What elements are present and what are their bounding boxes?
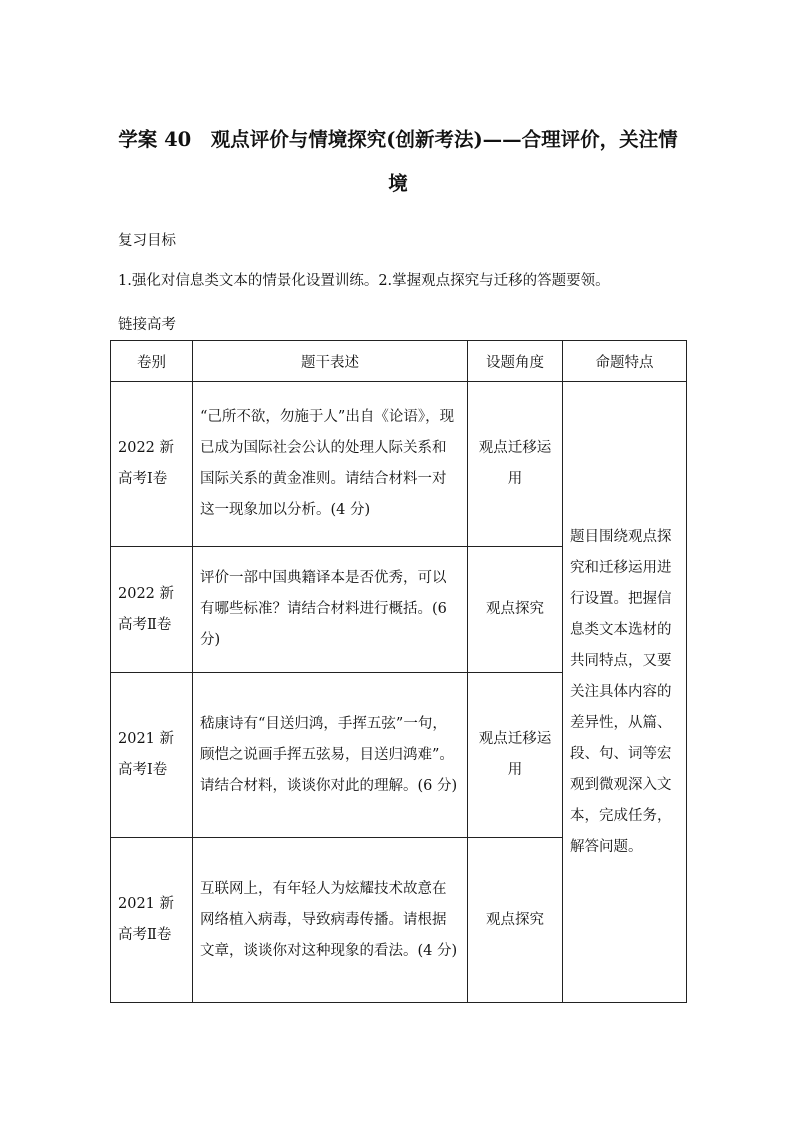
question-cell: 互联网上，有年轻人为炫耀技术故意在网络植入病毒，导致病毒传播。请根据文章，谈谈你对这种现象的看法。(4 分) [193, 838, 468, 1003]
review-goals-text: 1.强化对信息类文本的情景化设置训练。2.掌握观点探究与迁移的答题要领。 [118, 273, 610, 289]
angle-cell: 观点迁移运用 [468, 673, 563, 838]
angle-cell: 观点探究 [468, 547, 563, 673]
feature-cell: 题目围绕观点探究和迁移运用进行设置。把握信息类文本选材的共同特点，又要关注具体内容的差异性，从篇、段、句、词等宏观到微观深入文本，完成任务，解答问题。 [563, 382, 687, 1003]
angle-cell: 观点探究 [468, 838, 563, 1003]
column-header-paper: 卷别 [111, 341, 193, 382]
paper-cell: 2022 新高考Ⅱ卷 [111, 547, 193, 673]
column-header-feature: 命题特点 [563, 341, 687, 382]
exam-link-heading: 链接高考 [118, 317, 176, 333]
column-header-question: 题干表述 [193, 341, 468, 382]
paper-cell: 2021 新高考Ⅱ卷 [111, 838, 193, 1003]
question-cell: 评价一部中国典籍译本是否优秀，可以有哪些标准？请结合材料进行概括。(6 分) [193, 547, 468, 673]
table-header-row [111, 341, 687, 382]
exam-table [110, 340, 687, 1003]
column-header-angle: 设题角度 [468, 341, 563, 382]
paper-cell: 2022 新高考Ⅰ卷 [111, 382, 193, 547]
page-title: 学案 40 观点评价与情境探究(创新考法)——合理评价，关注情境 [118, 128, 678, 195]
table-row [111, 382, 687, 547]
paper-cell: 2021 新高考Ⅰ卷 [111, 673, 193, 838]
review-goals-heading: 复习目标 [118, 233, 176, 249]
question-cell: “己所不欲，勿施于人”出自《论语》，现已成为国际社会公认的处理人际关系和国际关系的黄金准则。请结合材料一对这一现象加以分析。(4 分) [193, 382, 468, 547]
question-cell: 嵇康诗有“目送归鸿，手挥五弦”一句，顾恺之说画手挥五弦易，目送归鸿难”。请结合材料，谈谈你对此的理解。(6 分) [193, 673, 468, 838]
angle-cell: 观点迁移运用 [468, 382, 563, 547]
